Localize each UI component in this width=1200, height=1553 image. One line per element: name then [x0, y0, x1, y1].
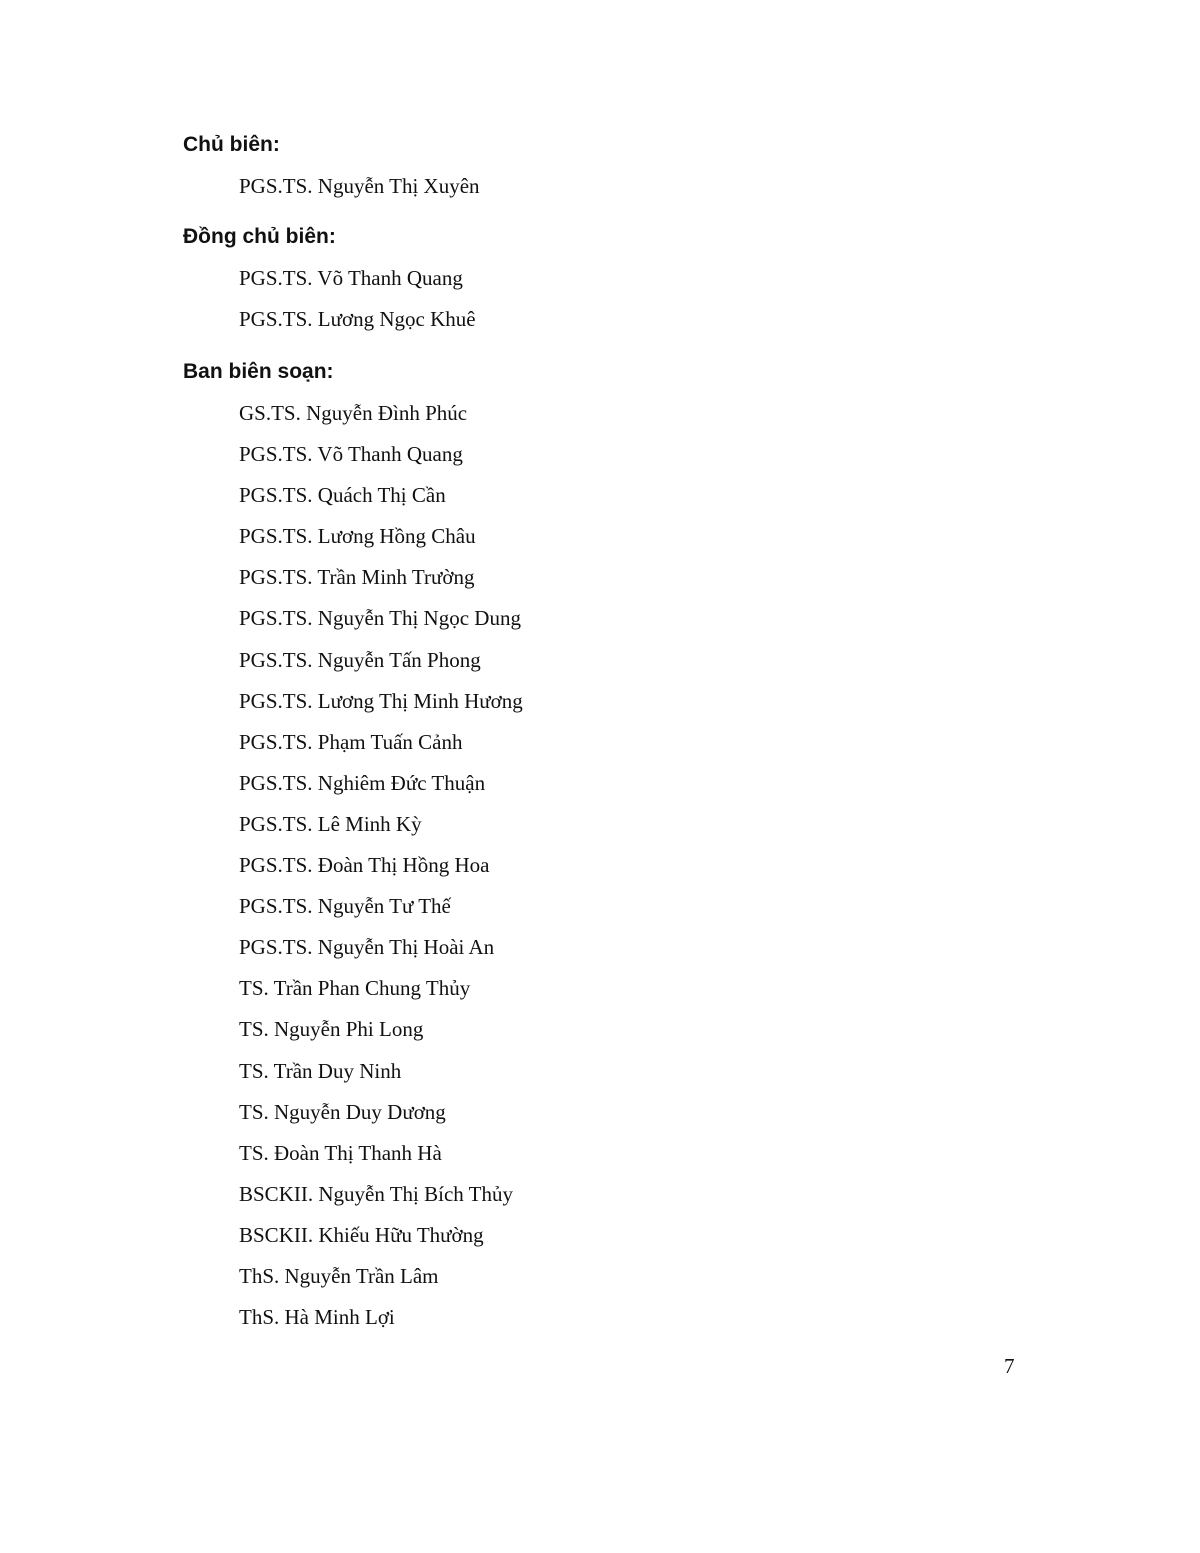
ban-bien-soan-name: TS. Nguyễn Duy Dương [239, 1099, 446, 1124]
ban-bien-soan-name: PGS.TS. Võ Thanh Quang [239, 442, 463, 467]
ban-bien-soan-name: PGS.TS. Nguyễn Tấn Phong [239, 647, 481, 672]
ban-bien-soan-name: BSCKII. Nguyễn Thị Bích Thủy [239, 1181, 513, 1206]
dong-chu-bien-name: PGS.TS. Lương Ngọc Khuê [239, 307, 476, 332]
ban-bien-soan-name: TS. Trần Duy Ninh [239, 1058, 402, 1083]
ban-bien-soan-name: PGS.TS. Đoàn Thị Hồng Hoa [239, 853, 490, 878]
ban-bien-soan-name: TS. Trần Phan Chung Thủy [239, 976, 471, 1001]
chu-bien-list [239, 173, 480, 214]
dong-chu-bien-heading: Đồng chủ biên: [183, 225, 336, 248]
ban-bien-soan-name: PGS.TS. Trần Minh Trường [239, 565, 475, 590]
ban-bien-soan-name: PGS.TS. Lương Hồng Châu [239, 524, 476, 549]
ban-bien-soan-name: TS. Nguyễn Phi Long [239, 1017, 424, 1042]
ban-bien-soan-name: PGS.TS. Quách Thị Cần [239, 483, 446, 508]
dong-chu-bien-list [239, 265, 476, 347]
ban-bien-soan-name: PGS.TS. Nguyễn Thị Hoài An [239, 935, 495, 960]
ban-bien-soan-name: ThS. Hà Minh Lợi [239, 1305, 395, 1330]
chu-bien-heading: Chủ biên: [183, 133, 280, 156]
ban-bien-soan-name: ThS. Nguyễn Trần Lâm [239, 1263, 439, 1288]
ban-bien-soan-name: PGS.TS. Phạm Tuấn Cảnh [239, 729, 463, 754]
chu-bien-name: PGS.TS. Nguyễn Thị Xuyên [239, 174, 480, 198]
ban-bien-soan-heading: Ban biên soạn: [183, 360, 334, 383]
dong-chu-bien-name: PGS.TS. Võ Thanh Quang [239, 266, 463, 290]
ban-bien-soan-list [239, 400, 523, 1345]
ban-bien-soan-name: PGS.TS. Nguyễn Tư Thế [239, 894, 451, 919]
ban-bien-soan-name: BSCKII. Khiếu Hữu Thường [239, 1222, 484, 1247]
ban-bien-soan-name: PGS.TS. Lê Minh Kỳ [239, 811, 422, 836]
ban-bien-soan-name: GS.TS. Nguyễn Đình Phúc [239, 401, 468, 425]
page-number: 7 [1004, 1354, 1015, 1378]
ban-bien-soan-name: TS. Đoàn Thị Thanh Hà [239, 1140, 442, 1165]
ban-bien-soan-name: PGS.TS. Lương Thị Minh Hương [239, 688, 523, 713]
ban-bien-soan-name: PGS.TS. Nghiêm Đức Thuận [239, 770, 486, 795]
ban-bien-soan-name: PGS.TS. Nguyễn Thị Ngọc Dung [239, 606, 521, 631]
